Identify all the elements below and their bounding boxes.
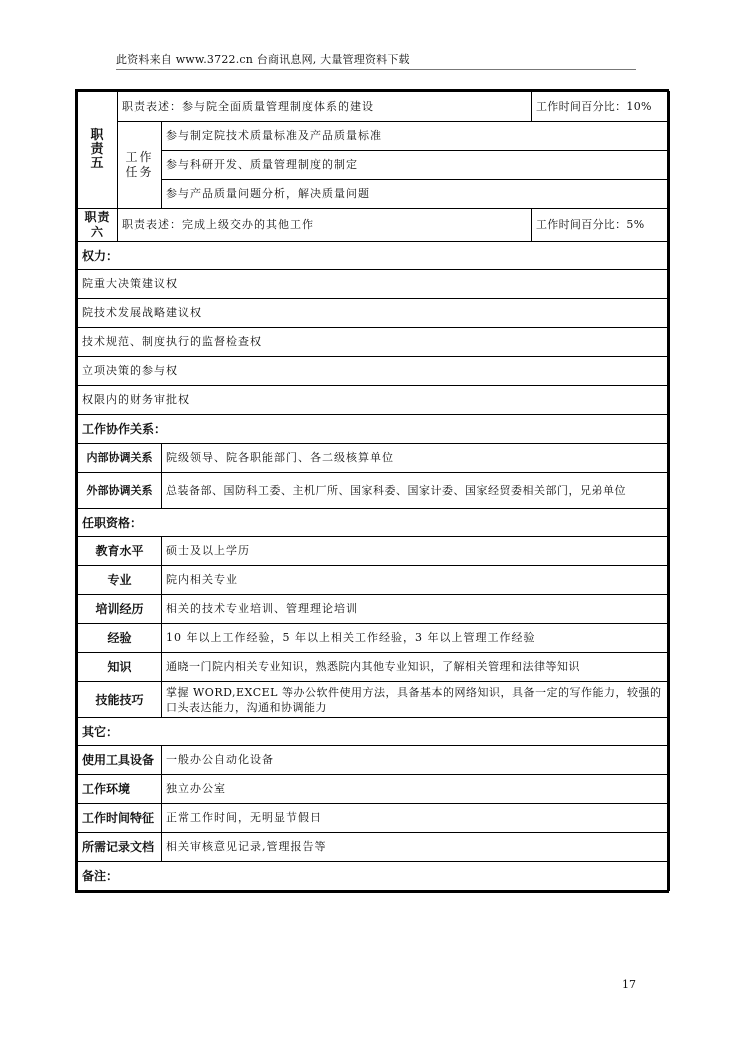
duty5-label-text: 职 责 五 [90,128,105,171]
external-relations-label: 外部协调关系 [78,473,162,509]
page-header-source: 此资料来自 www.3722.cn 台商讯息网, 大量管理资料下载 [116,53,410,66]
other-label-environment: 工作环境 [78,775,162,804]
duty6-label-text: 职责 六 [84,210,111,239]
header-divider [116,69,636,70]
duty5-tasks-label [118,122,162,209]
external-relations-value: 总装备部、国防科工委、主机厂所、国家科委、国家计委、国家经贸委相关部门，兄弟单位 [162,473,670,509]
other-value-hours: 正常工作时间，无明显节假日 [162,804,670,833]
qualification-label-education: 教育水平 [78,537,162,566]
other-label-hours: 工作时间特征 [78,804,162,833]
other-heading: 其它： [78,718,670,746]
duty5-label [78,92,118,209]
qualification-value-skills: 掌握 WORD,EXCEL 等办公软件使用方法，具备基本的网络知识，具备一定的写作能力，较强的口头表达能力，沟通和协调能力 [162,682,670,718]
internal-relations-label: 内部协调关系 [78,444,162,473]
other-value-tools: 一般办公自动化设备 [162,746,670,775]
duty6-statement: 职责表述：完成上级交办的其他工作 [118,209,532,242]
relations-heading: 工作协作关系： [78,415,670,444]
power-item: 院技术发展战略建议权 [78,299,670,328]
duty6-label [78,209,118,242]
power-item: 立项决策的参与权 [78,357,670,386]
internal-relations-value: 院级领导、院各职能部门、各二级核算单位 [162,444,670,473]
qualification-value-major: 院内相关专业 [162,566,670,595]
duty6-percent: 工作时间百分比：5% [532,209,670,242]
power-item: 院重大决策建议权 [78,270,670,299]
qualification-value-knowledge: 通晓一门院内相关专业知识，熟悉院内其他专业知识，了解相关管理和法律等知识 [162,653,670,682]
power-item: 权限内的财务审批权 [78,386,670,415]
duty5-task-1: 参与制定院技术质量标准及产品质量标准 [162,122,670,151]
page-number: 17 [622,978,636,991]
qualifications-heading: 任职资格： [78,509,670,537]
qualification-label-knowledge: 知识 [78,653,162,682]
powers-heading: 权力： [78,242,670,270]
duty5-task-3: 参与产品质量问题分析，解决质量问题 [162,180,670,209]
other-label-tools: 使用工具设备 [78,746,162,775]
other-label-records: 所需记录文档 [78,833,162,862]
duty5-percent: 工作时间百分比：10% [532,92,670,122]
qualification-value-training: 相关的技术专业培训、管理理论培训 [162,595,670,624]
qualification-label-experience: 经验 [78,624,162,653]
remarks-heading: 备注： [78,862,670,891]
duty5-statement: 职责表述：参与院全面质量管理制度体系的建设 [118,92,532,122]
qualification-label-major: 专业 [78,566,162,595]
other-value-records: 相关审核意见记录,管理报告等 [162,833,670,862]
qualification-value-education: 硕士及以上学历 [162,537,670,566]
duty5-task-2: 参与科研开发、质量管理制度的制定 [162,151,670,180]
job-description-table [75,89,669,893]
power-item: 技术规范、制度执行的监督检查权 [78,328,670,357]
qualification-label-training: 培训经历 [78,595,162,624]
duty5-tasks-label-text: 工作 任务 [125,150,154,179]
other-value-environment: 独立办公室 [162,775,670,804]
qualification-label-skills: 技能技巧 [78,682,162,718]
qualification-value-experience: 10 年以上工作经验，5 年以上相关工作经验，3 年以上管理工作经验 [162,624,670,653]
